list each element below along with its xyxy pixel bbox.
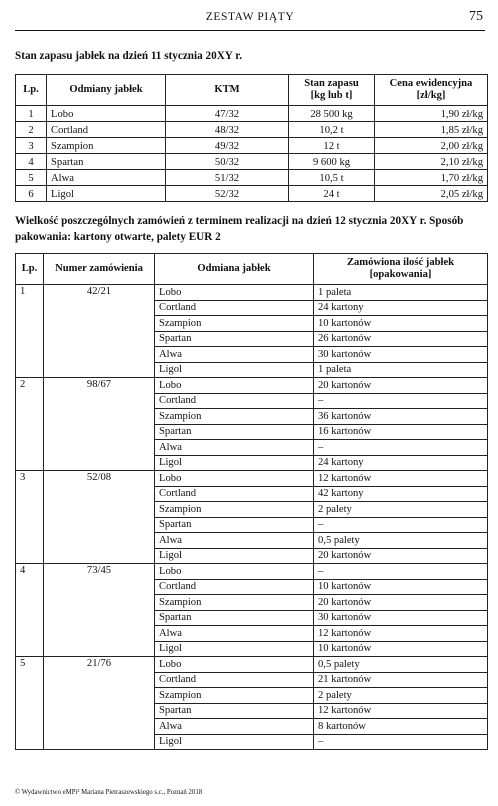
col-header-order-number: Numer zamówienia (44, 254, 155, 285)
cell-lp: 4 (16, 154, 47, 170)
cell-stock: 9 600 kg (289, 154, 375, 170)
cell-variety: Alwa (155, 347, 314, 363)
cell-variety: Cortland (155, 579, 314, 595)
col-header-quantity: Zamówiona ilość jabłek [opakowania] (314, 254, 488, 285)
cell-stock: 12 t (289, 138, 375, 154)
cell-quantity: – (314, 393, 488, 409)
cell-variety: Lobo (155, 657, 314, 673)
col-header-variety: Odmiana jabłek (155, 254, 314, 285)
cell-lp: 3 (16, 138, 47, 154)
table-row (16, 138, 488, 154)
cell-variety: Cortland (155, 300, 314, 316)
cell-variety: Alwa (155, 719, 314, 735)
cell-quantity: 36 kartonów (314, 409, 488, 425)
table-row (16, 285, 488, 301)
cell-quantity: 30 kartonów (314, 610, 488, 626)
cell-variety: Cortland (155, 486, 314, 502)
section-title: ZESTAW PIĄTY (205, 11, 295, 23)
cell-price: 1,70 zł/kg (375, 170, 488, 186)
cell-quantity: – (314, 734, 488, 750)
cell-quantity: 10 kartonów (314, 579, 488, 595)
cell-lp: 6 (16, 186, 47, 202)
table-row (16, 471, 488, 487)
cell-variety: Szampion (155, 502, 314, 518)
col-header-variety: Odmiany jabłek (47, 75, 166, 106)
cell-quantity: – (314, 564, 488, 580)
cell-quantity: – (314, 440, 488, 456)
cell-quantity: 2 palety (314, 688, 488, 704)
cell-ktm: 51/32 (166, 170, 289, 186)
cell-variety: Spartan (155, 703, 314, 719)
cell-ktm: 48/32 (166, 122, 289, 138)
cell-ktm: 50/32 (166, 154, 289, 170)
cell-variety: Lobo (155, 378, 314, 394)
cell-quantity: 26 kartonów (314, 331, 488, 347)
table-row (16, 657, 488, 673)
cell-quantity: 20 kartonów (314, 378, 488, 394)
cell-stock: 24 t (289, 186, 375, 202)
cell-quantity: 30 kartonów (314, 347, 488, 363)
cell-quantity: 0,5 palety (314, 657, 488, 673)
cell-quantity: 24 kartony (314, 300, 488, 316)
cell-quantity: 1 paleta (314, 362, 488, 378)
cell-quantity: – (314, 517, 488, 533)
cell-variety: Lobo (155, 564, 314, 580)
cell-variety: Spartan (155, 610, 314, 626)
cell-quantity: 12 kartonów (314, 703, 488, 719)
cell-variety: Ligol (155, 734, 314, 750)
cell-quantity: 12 kartonów (314, 471, 488, 487)
cell-variety: Ligol (155, 455, 314, 471)
cell-lp: 1 (16, 285, 44, 378)
page-number: 75 (469, 9, 483, 24)
cell-variety: Alwa (155, 533, 314, 549)
table-row (16, 106, 488, 122)
cell-ktm: 47/32 (166, 106, 289, 122)
cell-variety: Spartan (47, 154, 166, 170)
table-row (16, 122, 488, 138)
cell-lp: 5 (16, 170, 47, 186)
table-row (16, 378, 488, 394)
cell-variety: Szampion (47, 138, 166, 154)
cell-quantity: 1 paleta (314, 285, 488, 301)
cell-quantity: 42 kartony (314, 486, 488, 502)
cell-quantity: 10 kartonów (314, 641, 488, 657)
cell-variety: Alwa (155, 440, 314, 456)
cell-variety: Szampion (155, 409, 314, 425)
cell-ktm: 52/32 (166, 186, 289, 202)
cell-variety: Ligol (155, 548, 314, 564)
cell-order-number: 98/67 (44, 378, 155, 471)
cell-variety: Lobo (155, 285, 314, 301)
cell-variety: Lobo (155, 471, 314, 487)
cell-lp: 2 (16, 378, 44, 471)
cell-variety: Ligol (155, 362, 314, 378)
table-row (16, 170, 488, 186)
cell-variety: Lobo (47, 106, 166, 122)
cell-variety: Cortland (155, 393, 314, 409)
col-header-price: Cena ewidencyjna [zł/kg] (375, 75, 488, 106)
cell-lp: 2 (16, 122, 47, 138)
col-header-lp: Lp. (16, 254, 44, 285)
col-header-lp: Lp. (16, 75, 47, 106)
table-row (16, 186, 488, 202)
cell-variety: Cortland (155, 672, 314, 688)
cell-quantity: 20 kartonów (314, 595, 488, 611)
running-header (15, 8, 485, 31)
cell-quantity: 21 kartonów (314, 672, 488, 688)
cell-quantity: 0,5 palety (314, 533, 488, 549)
cell-price: 2,05 zł/kg (375, 186, 488, 202)
cell-quantity: 16 kartonów (314, 424, 488, 440)
cell-price: 2,00 zł/kg (375, 138, 488, 154)
col-header-ktm: KTM (166, 75, 289, 106)
cell-order-number: 42/21 (44, 285, 155, 378)
cell-quantity: 24 kartony (314, 455, 488, 471)
cell-quantity: 20 kartonów (314, 548, 488, 564)
cell-variety: Spartan (155, 331, 314, 347)
cell-variety: Alwa (155, 626, 314, 642)
cell-lp: 5 (16, 657, 44, 750)
cell-variety: Szampion (155, 688, 314, 704)
stock-table-caption: Stan zapasu jabłek na dzień 11 stycznia 20XY r. (15, 50, 242, 62)
cell-variety: Spartan (155, 517, 314, 533)
cell-ktm: 49/32 (166, 138, 289, 154)
table-row (16, 564, 488, 580)
cell-variety: Alwa (47, 170, 166, 186)
cell-variety: Cortland (47, 122, 166, 138)
col-header-stock: Stan zapasu [kg lub t] (289, 75, 375, 106)
cell-order-number: 21/76 (44, 657, 155, 750)
cell-variety: Szampion (155, 595, 314, 611)
orders-table (15, 253, 488, 750)
cell-lp: 1 (16, 106, 47, 122)
cell-lp: 4 (16, 564, 44, 657)
cell-price: 1,90 zł/kg (375, 106, 488, 122)
cell-quantity: 10 kartonów (314, 316, 488, 332)
cell-order-number: 73/45 (44, 564, 155, 657)
cell-quantity: 2 palety (314, 502, 488, 518)
cell-variety: Szampion (155, 316, 314, 332)
table-row (16, 154, 488, 170)
cell-price: 1,85 zł/kg (375, 122, 488, 138)
copyright-footer: © Wydawnictwo eMPi² Mariana Pietraszewskiego s.c., Poznań 2018 (15, 789, 203, 796)
orders-table-caption: Wielkość poszczególnych zamówień z terminem realizacji na dzień 12 stycznia 20XY r. Sposób pakowania: kartony otwarte, palety EUR 2 (15, 215, 464, 243)
cell-price: 2,10 zł/kg (375, 154, 488, 170)
cell-variety: Ligol (155, 641, 314, 657)
cell-variety: Spartan (155, 424, 314, 440)
cell-quantity: 12 kartonów (314, 626, 488, 642)
cell-lp: 3 (16, 471, 44, 564)
cell-variety: Ligol (47, 186, 166, 202)
stock-table (15, 74, 488, 202)
cell-stock: 10,2 t (289, 122, 375, 138)
cell-order-number: 52/08 (44, 471, 155, 564)
cell-stock: 28 500 kg (289, 106, 375, 122)
cell-quantity: 8 kartonów (314, 719, 488, 735)
cell-stock: 10,5 t (289, 170, 375, 186)
